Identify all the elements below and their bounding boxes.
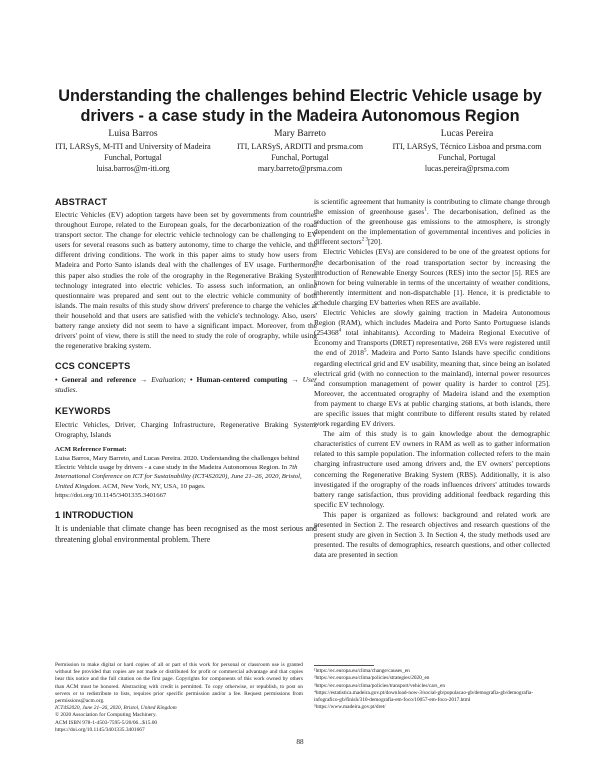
- author-name: Mary Barreto: [274, 128, 326, 139]
- text-run: Electric Vehicles are slowly gaining traction in Madeira Autonomous Region (RAM), which includes Madeira and Porto Santo Portuguese islands (254368: [314, 308, 550, 338]
- doi-line: https://doi.org/10.1145/3401335.3401667: [55, 726, 145, 733]
- author-1: [48, 127, 218, 174]
- introduction-heading: 1 INTRODUCTION: [55, 510, 134, 521]
- acm-reference-part: ACM, New York, NY, USA, 10 pages. https://doi.org/10.1145/3401335.3401667: [55, 482, 206, 499]
- acm-reference-label: ACM Reference Format:: [55, 445, 127, 453]
- footnote-marker: 4: [338, 328, 342, 334]
- keywords-text: Electric Vehicles, Driver, Charging Infrastructure, Regenerative Braking System, Orography, Islands: [55, 419, 317, 439]
- text-run: is scientific agreement that humanity is contributing to climate change through the emission of greenhouse gases: [314, 197, 550, 217]
- text-run: total inhabitants). According to Madeira Regional Executive of Economy and Transports (DRET) representative, 268 EVs were registered until the end of 2018: [314, 328, 550, 358]
- left-column: [55, 196, 317, 545]
- permission-notice: [55, 662, 303, 734]
- ccs-item-2-detail: → User studies.: [55, 375, 317, 395]
- text-run: . Madeira and Porto Santo Islands have specific conditions regarding electrical grid and EV usability, meaning that, since being an isolated electrical grid (with no connection to the mainland), internal power resources and consumption management of power quality is harder to control [25]. Moreover, the accentuated orography of Madeira island and the exemption from payment to charge EVs at public charging stations, at both islands, there are specific issues that might contribute to different results stated by related work regarding EV drivers.: [314, 348, 550, 429]
- author-location: Funchal, Portugal: [438, 153, 496, 162]
- conference-line: ICT4S2020, June 21–26, 2020, Bristol, United Kingdom: [55, 705, 177, 712]
- acm-reference-part: Luisa Barros, Mary Barreto, and Lucas Pereira. 2020. Understanding the challenges behind Electric Vehicle usage by drivers - a case study in the Madeira Autonomous Region. In: [55, 454, 300, 471]
- right-column: [314, 197, 550, 560]
- author-3: [382, 127, 552, 174]
- page-number: 88: [296, 738, 304, 746]
- author-location: Funchal, Portugal: [271, 153, 329, 162]
- author-name: Lucas Pereira: [440, 128, 494, 139]
- footnote-marker: 5: [363, 348, 367, 354]
- author-email: lucas.pereira@prsma.com: [424, 164, 510, 173]
- ccs-item-1: • General and reference: [55, 375, 136, 385]
- permission-text: Permission to make digital or hard copies of all or part of this work for personal or classroom use is granted without fee provided that copies are not made or distributed for profit or commercial advantage and that copies bear this notice and the full citation on the first page. Copyrights for components of this work owned by others than ACM must be honored. Abstracting with credit is permitted. To copy otherwise, or republish, to post on servers or to redistribute to lists, requires prior specific permission and/or a fee. Request permissions from permissions@acm.org.: [55, 662, 303, 705]
- abstract-text: Electric Vehicles (EV) adoption targets have been set by governments from countries throughout Europe, related to the European goals, for the decarbonization of the road transport sector. The change for electric vehicle technology can be challenging to EV users for several reasons such as battery autonomy, time to charge the vehicle, and the different driving conditions. The work in this paper aims to study how users from Madeira and Porto Santo islands deal with the challenges of EV usage. Furthermore, this paper also studies the role of the orography in the Regenerative Braking System technology integrated into electric vehicles. To assess such information, an online questionnaire was prepared and sent out to the electric vehicle community of both islands. The main results of this study show drivers' preference to charge the vehicles at their household and that users are satisfied with the vehicle's technology. Also, users' battery range anxiety did not seem to have a significant impact. Moreover, from the drivers' point of view, there is still the need to study the role of orography, while using the regenerative braking system.: [55, 210, 317, 351]
- ccs-item-1-detail: → Evaluation;: [135, 375, 187, 385]
- intro-paragraph: Electric Vehicles (EVs) are considered to be one of the greatest options for the decarbonisation of the road transportation sector by increasing the introduction of Renewable Energy Sources (RES) into the sector [5]. RES are known for being vulnerable in terms of the uncertainty of weather conditions, inherently intermittent and non-dispatchable [1]. Hence, it is predictable to schedule charging EV batteries when RES are available.: [314, 247, 550, 307]
- author-affiliation: ITI, LARSyS, Técnico Lisboa and prsma.com: [392, 142, 542, 151]
- author-affiliation: ITI, LARSyS, M-ITI and University of Madeira: [55, 142, 211, 151]
- intro-paragraph: [314, 197, 550, 247]
- text-run: [20].: [367, 237, 383, 247]
- footnotes: [314, 665, 550, 712]
- introduction-text: It is undeniable that climate change has been recognised as the most serious and threatening global environmental problem. There: [55, 524, 317, 544]
- author-email: luisa.barros@m-iti.org: [96, 164, 170, 173]
- copyright-line: © 2020 Association for Computing Machinery.: [55, 712, 157, 719]
- footnote[interactable]: ⁵https://www.madeira.gov.pt/dret/: [314, 704, 386, 711]
- author-affiliation: ITI, LARSyS, ARDITI and prsma.com: [236, 142, 364, 151]
- intro-paragraph: [314, 308, 550, 429]
- ccs-concepts: [55, 375, 317, 395]
- isbn-line: ACM ISBN 978-1-4503-7595-5/20/06...$15.00: [55, 719, 158, 726]
- footnote[interactable]: ²https://ec.europa.eu/clima/policies/strategies/2020_en: [314, 675, 430, 682]
- acm-reference-venue: 7th International Conference on ICT for Sustainability (ICT4S2020), June 21–26, 2020, Bristol, United Kingdom.: [55, 463, 302, 490]
- author-2: [215, 127, 385, 174]
- author-block: [40, 127, 560, 193]
- footnote-marker: 2 3: [361, 237, 368, 243]
- ccs-heading: CCS CONCEPTS: [55, 361, 131, 372]
- text-run: . The decarbonisation, defined as the reduction of the greenhouse gas emissions to the atmosphere, is strongly dependent on the implementation of governmental incentives and policies in different sectors: [314, 207, 550, 247]
- author-location: Funchal, Portugal: [104, 153, 162, 162]
- abstract-heading: ABSTRACT: [55, 197, 108, 207]
- acm-reference: [55, 454, 317, 500]
- keywords-heading: KEYWORDS: [55, 405, 111, 416]
- intro-paragraph: This paper is organized as follows: background and related work are presented in Section 2. The research objectives and research questions of the present study are given in Section 3. In Section 4, the study methods used are presented. The results of demographics, research questions, and other collected data are presented in section: [314, 509, 550, 560]
- author-email: mary.barreto@prsma.com: [257, 164, 343, 173]
- author-name: Luisa Barros: [108, 128, 158, 139]
- ccs-item-2: • Human-centered computing: [186, 375, 288, 385]
- footnote[interactable]: ³https://ec.europa.eu/clima/policies/transport/vehicles/cars_en: [314, 682, 446, 689]
- paper-title: Understanding the challenges behind Electric Vehicle usage by drivers - a case study in the Madeira Autonomous Region: [58, 87, 542, 125]
- intro-paragraph: The aim of this study is to gain knowledge about the demographic characteristics of current EV owners in RAM as well as to gather information related to this sample population. The information collected refers to the main charging infrastructure used among drivers and, the EV owners' perceptions concerning the Regenerative Braking System (RBS). Additionally, it is also investigated if the orography of the roads influences drivers' attitudes towards battery range satisfaction, thus providing additional feedback regarding this specific EV technology.: [314, 429, 550, 509]
- footnote[interactable]: ⁴https://estatistica.madeira.gov.pt/download-now-3/social-gb/populacao-gb/demografia-gb/demografia-infografico-gb/finish/310-demografia-em-foco/10057-em-foco-2017.html: [314, 689, 534, 704]
- footnote-rule: [314, 665, 374, 666]
- footnote[interactable]: ¹https://ec.europa.eu/clima/change/causes_en: [314, 668, 410, 674]
- footnote-marker: 1: [424, 207, 427, 213]
